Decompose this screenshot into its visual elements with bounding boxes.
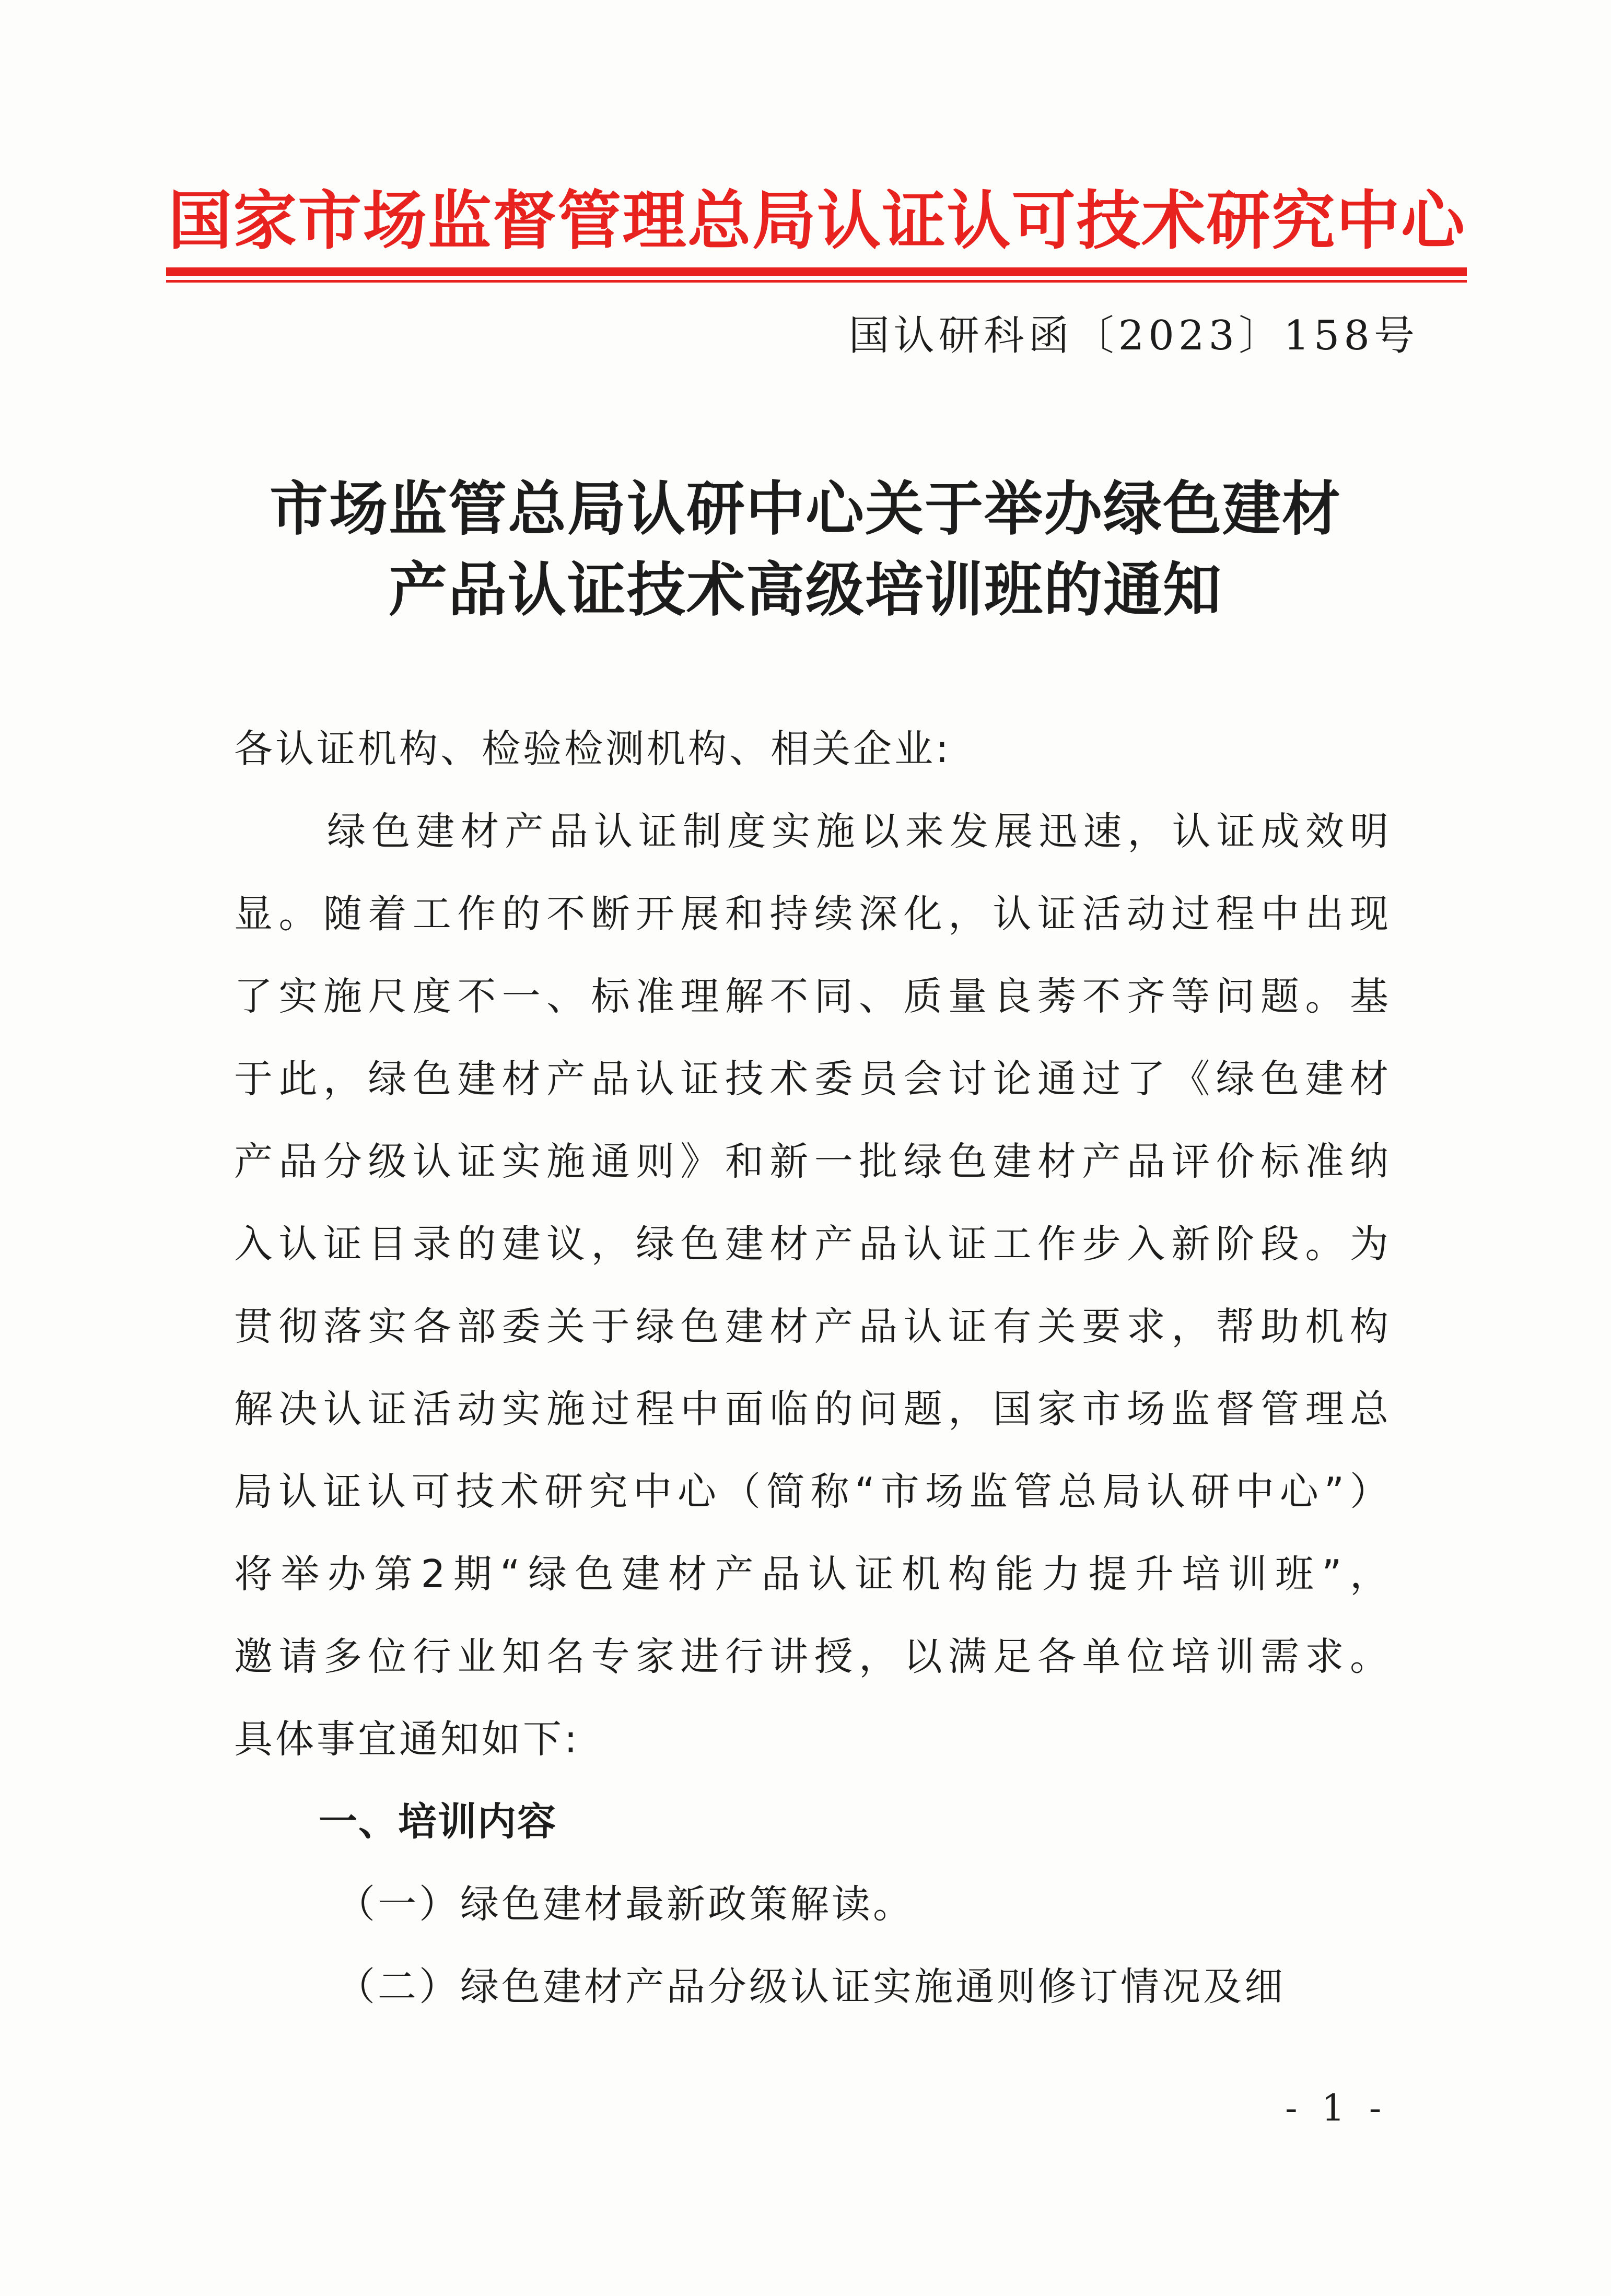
body-line: 邀请多位行业知名专家进行讲授，以满足各单位培训需求。 xyxy=(234,1634,1391,1679)
page-number: - 1 - xyxy=(1285,2087,1388,2129)
body-line: 贯彻落实各部委关于绿色建材产品认证有关要求，帮助机构 xyxy=(234,1304,1391,1349)
body-line: 入认证目录的建议，绿色建材产品认证工作步入新阶段。为 xyxy=(234,1222,1391,1267)
body-line: 局认证认可技术研究中心（简称“市场监管总局认研中心”） xyxy=(234,1469,1391,1514)
document-title-line-2: 产品认证技术高级培训班的通知 xyxy=(389,556,1222,624)
letterhead-divider-thick xyxy=(166,267,1467,276)
body-line: 了实施尺度不一、标准理解不同、质量良莠不齐等问题。基 xyxy=(234,974,1391,1019)
body-line: 具体事宜通知如下: xyxy=(234,1717,580,1762)
document-number: 国认研科函〔2023〕158号 xyxy=(848,312,1419,359)
body-line: 显。随着工作的不断开展和持续深化，认证活动过程中出现 xyxy=(234,892,1391,936)
body-line: 解决认证活动实施过程中面临的问题，国家市场监督管理总 xyxy=(234,1387,1391,1432)
salutation: 各认证机构、检验检测机构、相关企业: xyxy=(234,727,951,771)
body-line: 产品分级认证实施通则》和新一批绿色建材产品评价标准纳 xyxy=(234,1139,1391,1184)
section-heading: 一、培训内容 xyxy=(319,1799,557,1844)
list-item: （二）绿色建材产品分级认证实施通则修订情况及细 xyxy=(336,1964,1286,2009)
organization-letterhead: 国家市场监督管理总局认证认可技术研究中心 xyxy=(168,184,1464,258)
document-body xyxy=(234,708,1391,2028)
document-title-line-1: 市场监管总局认研中心关于举办绿色建材 xyxy=(270,475,1341,543)
body-line: 绿色建材产品认证制度实施以来发展迅速，认证成效明 xyxy=(327,809,1391,854)
body-line: 于此，绿色建材产品认证技术委员会讨论通过了《绿色建材 xyxy=(234,1057,1391,1102)
letterhead-divider-thin xyxy=(166,280,1467,283)
list-item: （一）绿色建材最新政策解读。 xyxy=(336,1882,914,1927)
body-line: 将举办第2期“绿色建材产品认证机构能力提升培训班”， xyxy=(234,1552,1391,1597)
